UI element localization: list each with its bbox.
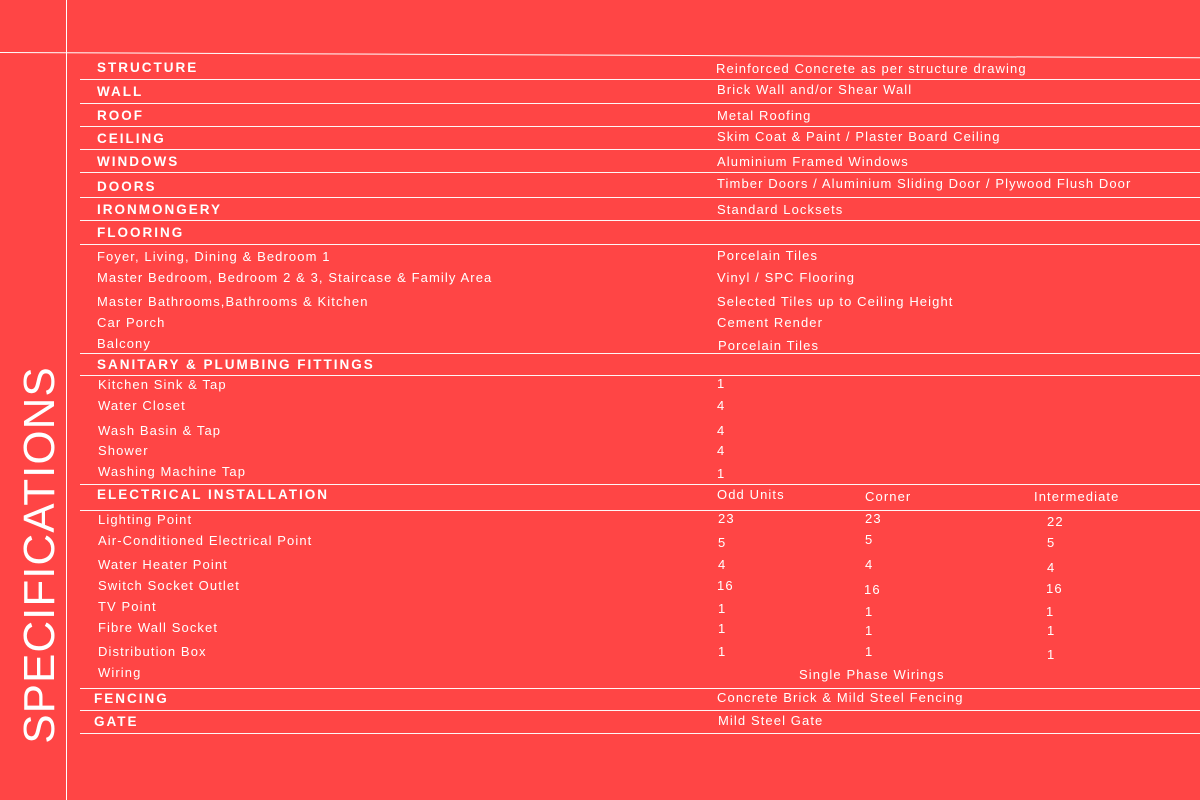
electrical-value: 1 [718, 601, 727, 616]
row-divider [80, 510, 1200, 511]
row-divider [80, 733, 1200, 734]
sanitary-value: 1 [717, 466, 726, 481]
spec-value: Mild Steel Gate [718, 713, 824, 728]
flooring-label: Master Bathrooms,Bathrooms & Kitchen [97, 294, 369, 309]
column-header-odd-units: Odd Units [717, 487, 785, 502]
row-divider [80, 244, 1200, 245]
electrical-value: 16 [1046, 581, 1063, 596]
electrical-value: 16 [864, 582, 881, 597]
spec-value: Standard Locksets [717, 202, 844, 217]
flooring-value: Porcelain Tiles [717, 248, 819, 263]
section-heading: FLOORING [97, 225, 185, 240]
row-divider [80, 710, 1200, 711]
row-divider [80, 79, 1200, 80]
electrical-label: Water Heater Point [98, 557, 228, 572]
row-divider [80, 353, 1200, 354]
sanitary-label: Wash Basin & Tap [98, 423, 222, 438]
electrical-value: 4 [718, 557, 727, 572]
wiring-value: Single Phase Wirings [799, 667, 945, 682]
flooring-label: Balcony [97, 336, 151, 351]
electrical-value: 1 [865, 623, 874, 638]
top-horizontal-rule [0, 52, 1200, 58]
column-header-corner: Corner [865, 489, 912, 504]
sanitary-value: 1 [717, 376, 726, 391]
spec-value: Brick Wall and/or Shear Wall [717, 82, 913, 97]
row-divider [80, 375, 1200, 376]
row-divider [80, 103, 1200, 104]
electrical-value: 1 [1047, 623, 1056, 638]
electrical-value: 1 [1047, 647, 1056, 662]
electrical-value: 5 [865, 532, 874, 547]
flooring-label: Master Bedroom, Bedroom 2 & 3, Staircase & Family Area [97, 270, 493, 285]
spec-value: Metal Roofing [717, 108, 812, 123]
column-header-intermediate: Intermediate [1034, 489, 1120, 504]
electrical-value: 1 [1046, 604, 1055, 619]
electrical-label: Distribution Box [98, 644, 207, 659]
spec-label: ROOF [97, 108, 144, 123]
electrical-label: Air-Conditioned Electrical Point [98, 533, 313, 548]
wiring-label: Wiring [98, 665, 142, 680]
sanitary-value: 4 [717, 443, 726, 458]
spec-label: DOORS [97, 179, 157, 194]
flooring-value: Cement Render [717, 315, 824, 330]
electrical-value: 5 [1047, 535, 1056, 550]
spec-value: Reinforced Concrete as per structure drawing [716, 61, 1027, 76]
row-divider [80, 197, 1200, 198]
electrical-value: 5 [718, 535, 727, 550]
spec-label: GATE [94, 714, 139, 729]
electrical-value: 1 [718, 644, 727, 659]
electrical-value: 1 [865, 604, 874, 619]
spec-label: FENCING [94, 691, 169, 706]
electrical-label: TV Point [98, 599, 157, 614]
spec-value: Aluminium Framed Windows [717, 154, 909, 169]
section-heading: SANITARY & PLUMBING FITTINGS [97, 357, 375, 372]
spec-value: Concrete Brick & Mild Steel Fencing [717, 690, 964, 705]
left-vertical-divider [66, 0, 67, 800]
electrical-label: Fibre Wall Socket [98, 620, 219, 635]
sanitary-value: 4 [717, 398, 726, 413]
row-divider [80, 220, 1200, 221]
sanitary-label: Water Closet [98, 398, 186, 413]
electrical-value: 16 [717, 578, 734, 593]
spec-label: WALL [97, 84, 144, 99]
spec-value: Timber Doors / Aluminium Sliding Door / Plywood Flush Door [717, 176, 1132, 191]
flooring-value: Vinyl / SPC Flooring [717, 270, 856, 285]
row-divider [80, 149, 1200, 150]
electrical-value: 1 [865, 644, 874, 659]
electrical-value: 22 [1047, 514, 1064, 529]
spec-label: IRONMONGERY [97, 202, 223, 217]
electrical-label: Lighting Point [98, 512, 193, 527]
section-heading: ELECTRICAL INSTALLATION [97, 487, 329, 502]
sanitary-label: Washing Machine Tap [98, 464, 247, 479]
row-divider [80, 484, 1200, 485]
spec-value: Skim Coat & Paint / Plaster Board Ceiling [717, 129, 1001, 144]
sanitary-label: Shower [98, 443, 149, 458]
flooring-value: Selected Tiles up to Ceiling Height [717, 294, 954, 309]
spec-label: WINDOWS [97, 154, 180, 169]
electrical-value: 23 [718, 511, 735, 526]
row-divider [80, 688, 1200, 689]
side-title: SPECIFICATIONS [15, 366, 64, 744]
flooring-label: Car Porch [97, 315, 166, 330]
sanitary-label: Kitchen Sink & Tap [98, 377, 227, 392]
electrical-value: 23 [865, 511, 882, 526]
electrical-value: 1 [718, 621, 727, 636]
sanitary-value: 4 [717, 423, 726, 438]
row-divider [80, 172, 1200, 173]
flooring-label: Foyer, Living, Dining & Bedroom 1 [97, 249, 331, 264]
spec-label: STRUCTURE [97, 60, 199, 75]
electrical-value: 4 [1047, 560, 1056, 575]
spec-label: CEILING [97, 131, 166, 146]
row-divider [80, 126, 1200, 127]
electrical-value: 4 [865, 557, 874, 572]
electrical-label: Switch Socket Outlet [98, 578, 240, 593]
flooring-value: Porcelain Tiles [718, 338, 820, 353]
